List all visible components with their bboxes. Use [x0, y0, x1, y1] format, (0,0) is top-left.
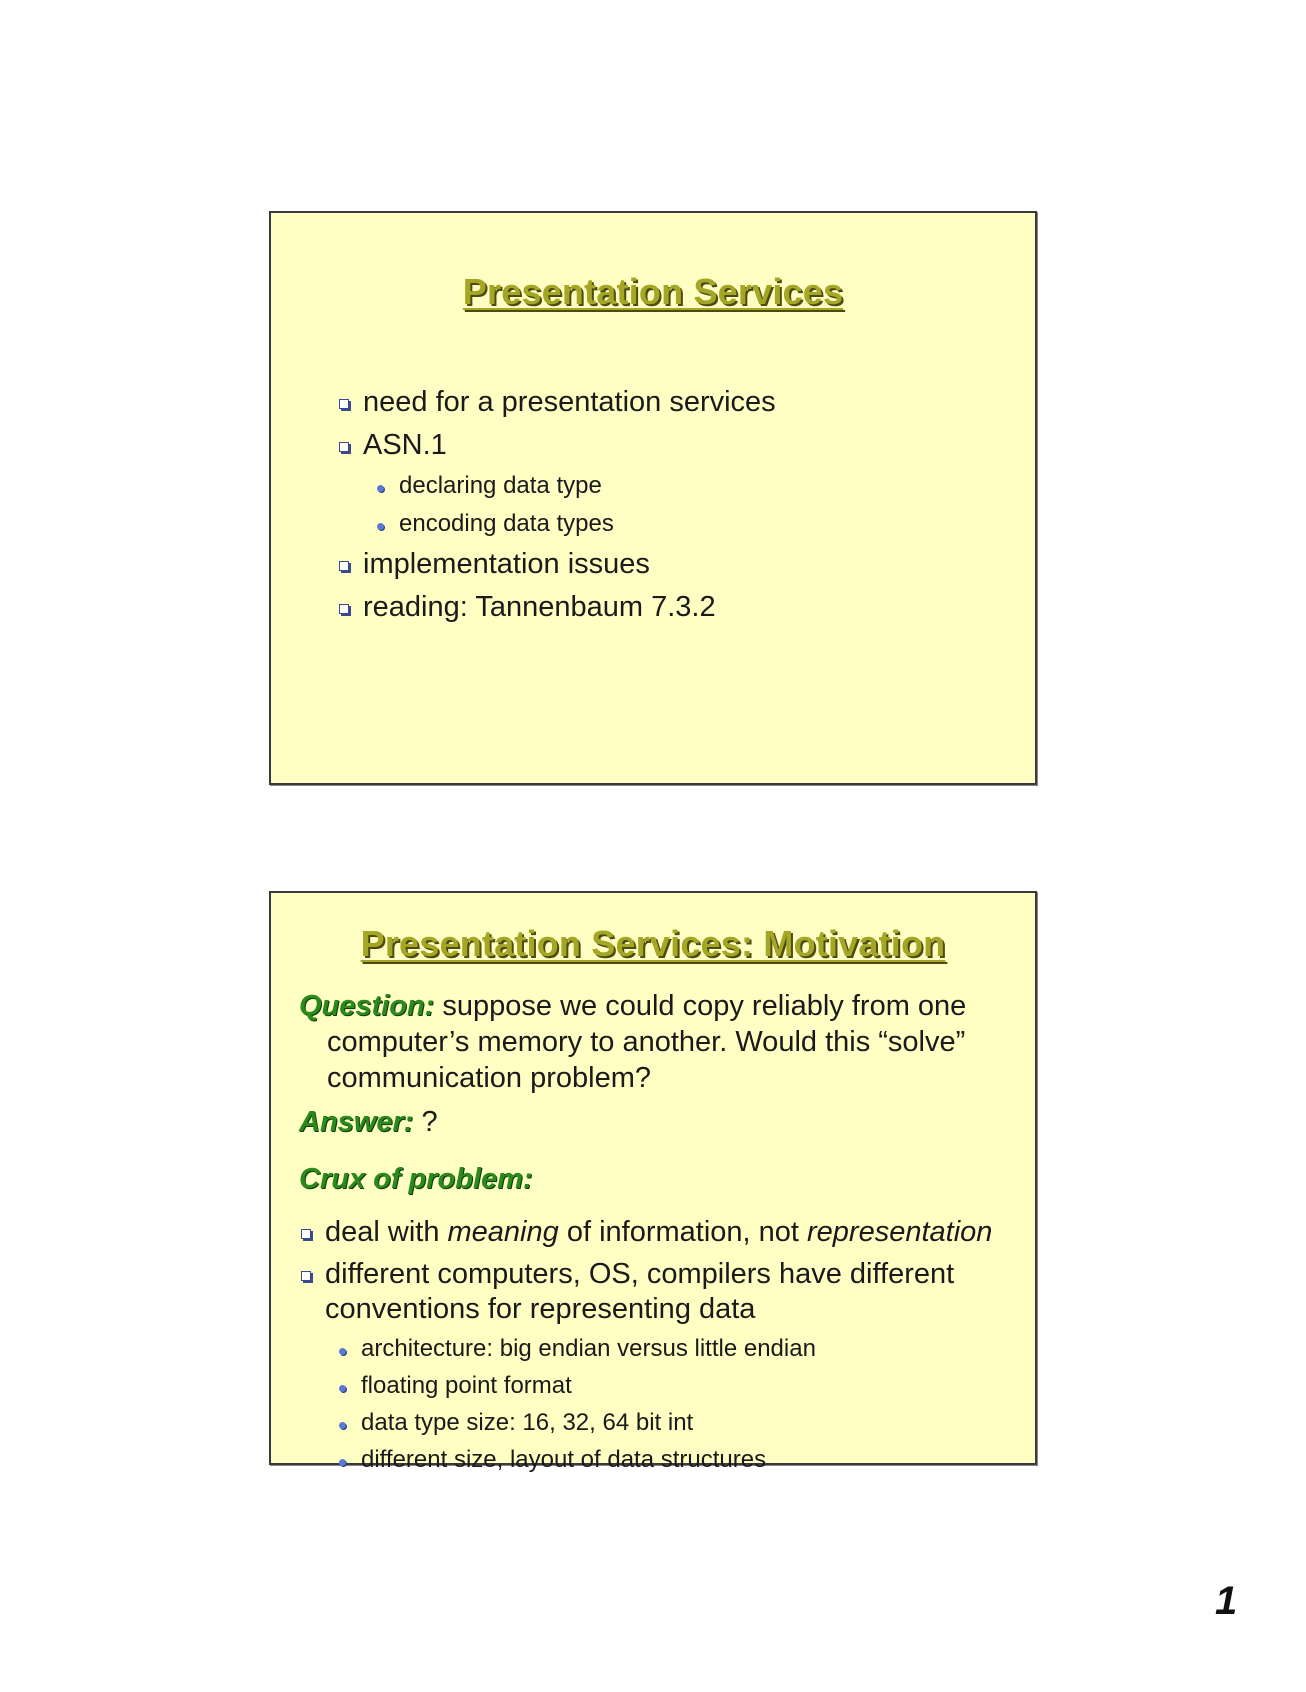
- slide-title: Presentation Services: Motivation: [360, 923, 946, 964]
- page-number: 1: [1215, 1579, 1238, 1623]
- answer-text: ?: [421, 1106, 438, 1138]
- dot-bullet-icon: [339, 1459, 346, 1466]
- list-item-text: reading: Tannenbaum 7.3.2: [363, 591, 716, 623]
- crux-heading: [299, 1161, 1019, 1197]
- sub-list-item: [337, 509, 997, 539]
- list-item-text-line2: conventions for representing data: [325, 1293, 756, 1325]
- dot-bullet-icon: [377, 485, 384, 492]
- square-bullet-icon: [339, 561, 349, 571]
- bullet-list: [337, 385, 997, 633]
- list-item-text: implementation issues: [363, 548, 650, 580]
- list-item: [299, 1215, 1031, 1250]
- square-bullet-icon: [339, 442, 349, 452]
- sub-list-item: [299, 1445, 1031, 1475]
- slide-title: Presentation Services: [462, 271, 844, 312]
- question-paragraph: [299, 988, 1019, 1096]
- crux-label: Crux of problem:: [299, 1163, 533, 1195]
- list-item-italic-meaning: meaning: [447, 1216, 559, 1248]
- list-item: [299, 1257, 1031, 1327]
- question-label: Question:: [299, 990, 435, 1022]
- dot-bullet-icon: [377, 523, 384, 530]
- sub-list-item-text: floating point format: [361, 1372, 572, 1399]
- dot-bullet-icon: [339, 1422, 346, 1429]
- answer-paragraph: [299, 1104, 1019, 1140]
- bullet-list: [299, 1215, 1031, 1482]
- list-item-italic-representation: representation: [807, 1216, 993, 1248]
- sub-list-item-text: data type size: 16, 32, 64 bit int: [361, 1409, 694, 1436]
- list-item: [337, 428, 997, 463]
- sub-list-item: [337, 471, 997, 501]
- dot-bullet-icon: [339, 1385, 346, 1392]
- list-item-text-part: of information, not: [558, 1216, 808, 1248]
- square-bullet-icon: [301, 1229, 311, 1239]
- list-item-text-part: deal with: [325, 1216, 448, 1248]
- dot-bullet-icon: [339, 1348, 346, 1355]
- question-text-line2: computer’s memory to another. Would this “solve”: [327, 1026, 966, 1058]
- sub-list-item-text: declaring data type: [399, 472, 602, 499]
- sub-list-item: [299, 1408, 1031, 1438]
- square-bullet-icon: [339, 399, 349, 409]
- list-item: [337, 547, 997, 582]
- answer-label: Answer:: [299, 1106, 414, 1138]
- list-item: [337, 590, 997, 625]
- list-item: [337, 385, 997, 420]
- sub-list-item-text: encoding data types: [399, 510, 614, 537]
- sub-list-item-text: different size, layout of data structures: [361, 1446, 767, 1473]
- slide-presentation-services: [269, 211, 1037, 785]
- slide-presentation-services-motivation: [269, 891, 1037, 1473]
- square-bullet-icon: [339, 604, 349, 614]
- list-item-text: ASN.1: [363, 429, 447, 461]
- list-item-text: need for a presentation services: [363, 386, 776, 418]
- square-bullet-icon: [301, 1271, 311, 1281]
- question-text-line3: communication problem?: [327, 1062, 651, 1094]
- sub-list-item-text: architecture: big endian versus little endian: [361, 1335, 816, 1362]
- sub-list-item: [299, 1334, 1031, 1364]
- question-text-line1: suppose we could copy reliably from one: [442, 990, 967, 1022]
- list-item-text-line1: different computers, OS, compilers have different: [325, 1258, 955, 1290]
- sub-list-item: [299, 1371, 1031, 1401]
